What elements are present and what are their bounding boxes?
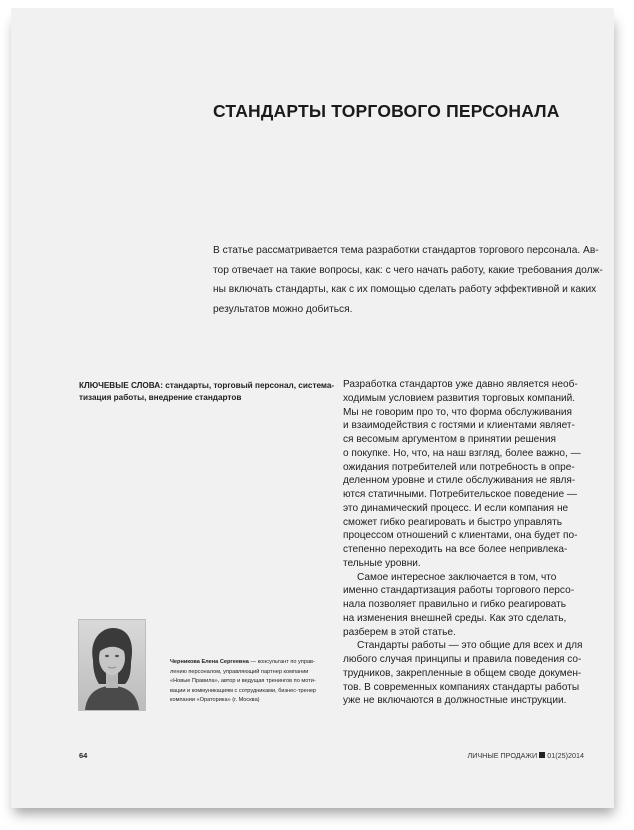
- body-line: ожидания потребителей или потребность в опре-: [343, 461, 575, 473]
- body-line: тельные уровни.: [343, 557, 421, 569]
- lead-line: ны включать стандарты, как с их помощью сделать работу эффективной и каких: [213, 284, 597, 296]
- bio-line: лению персоналом, управляющий партнер компании: [170, 668, 309, 675]
- body-line: и взаимодействия с гостями и клиентами являет-: [343, 420, 575, 432]
- lead-line: В статье рассматривается тема разработки стандартов торгового персонала. Ав-: [213, 245, 599, 256]
- body-line: Мы не говорим про то, что форма обслуживания: [343, 406, 573, 418]
- author-portrait-image: [79, 620, 145, 710]
- body-line: нала позволяет правильно и гибко реагировать: [343, 599, 567, 610]
- body-line: уже не включаются в должностные инструкции.: [343, 695, 567, 707]
- author-name: Черникова Елена Сергеевна: [170, 659, 249, 665]
- body-line: разберем в этой статье.: [343, 626, 456, 638]
- body-line: тов. В современных компаниях стандарты работы: [343, 681, 580, 693]
- lead-line: тор отвечает на такие вопросы, как: с чего начать работу, какие требования долж-: [213, 264, 603, 276]
- body-line: трудников, закрепленные в общем своде докумен-: [343, 667, 582, 679]
- journal-page: [11, 8, 614, 808]
- body-line: ся весомым аргументом в принятии решения: [343, 434, 556, 445]
- body-line: это динамический процесс. И если компания не: [343, 502, 569, 514]
- body-line: процессом отношений с клиентами, она будет по-: [343, 530, 578, 542]
- bio-line: [170, 658, 330, 668]
- body-line: степенно переходить на все более непривлека-: [343, 544, 568, 555]
- body-line: ходимым условием развития торговых компаний.: [343, 392, 576, 404]
- body-line: сможет гибко реагировать и быстро управлять: [343, 516, 562, 528]
- footer-journal-info: [468, 751, 585, 760]
- body-line: о покупке. Но, что, на наш взгляд, более важно, —: [343, 447, 581, 459]
- body-line: Самое интересное заключается в том, что: [357, 571, 557, 583]
- article-body: [343, 378, 590, 708]
- bio-line: компании «Ораторика» (г. Москва): [170, 697, 260, 704]
- article-title: СТАНДАРТЫ ТОРГОВОГО ПЕРСОНАЛА: [213, 101, 560, 121]
- journal-name: ЛИЧНЫЕ ПРОДАЖИ: [467, 751, 538, 760]
- author-photo: [79, 620, 145, 710]
- bio-line: «Новые Правила», автор и ведущая тренингов по моти-: [170, 678, 316, 685]
- body-line: любого случая принципы и правила поведения со-: [343, 654, 582, 665]
- keywords-line: КЛЮЧЕВЫЕ СЛОВА: стандарты, торговый персонал, система-: [79, 381, 335, 390]
- keywords: [79, 380, 335, 403]
- lead-line: результатов можно добиться.: [213, 303, 353, 315]
- body-line: деленном уровне и стиле обслуживания не явля-: [343, 475, 576, 487]
- square-separator-icon: [539, 752, 545, 758]
- issue-number: 01(25)2014: [547, 751, 584, 760]
- author-bio: [170, 658, 330, 706]
- page-number: 64: [79, 751, 88, 760]
- body-line: именно стандартизация работы торгового персо-: [343, 585, 575, 597]
- body-line: ются статичными. Потребительское поведение —: [343, 489, 577, 500]
- bio-line: вации и коммуникациям с сотрудниками, бизнес-тренер: [170, 687, 317, 694]
- body-line: Разработка стандартов уже давно является необ-: [343, 379, 578, 390]
- body-line: на изменения внешней среды. Как это сделать,: [343, 612, 567, 624]
- bio-text: — консультант по управ-: [248, 659, 315, 665]
- keywords-line: тизация работы, внедрение стандартов: [79, 392, 242, 402]
- article-lead: [213, 241, 603, 319]
- body-line: Стандарты работы — это общие для всех и для: [357, 640, 583, 652]
